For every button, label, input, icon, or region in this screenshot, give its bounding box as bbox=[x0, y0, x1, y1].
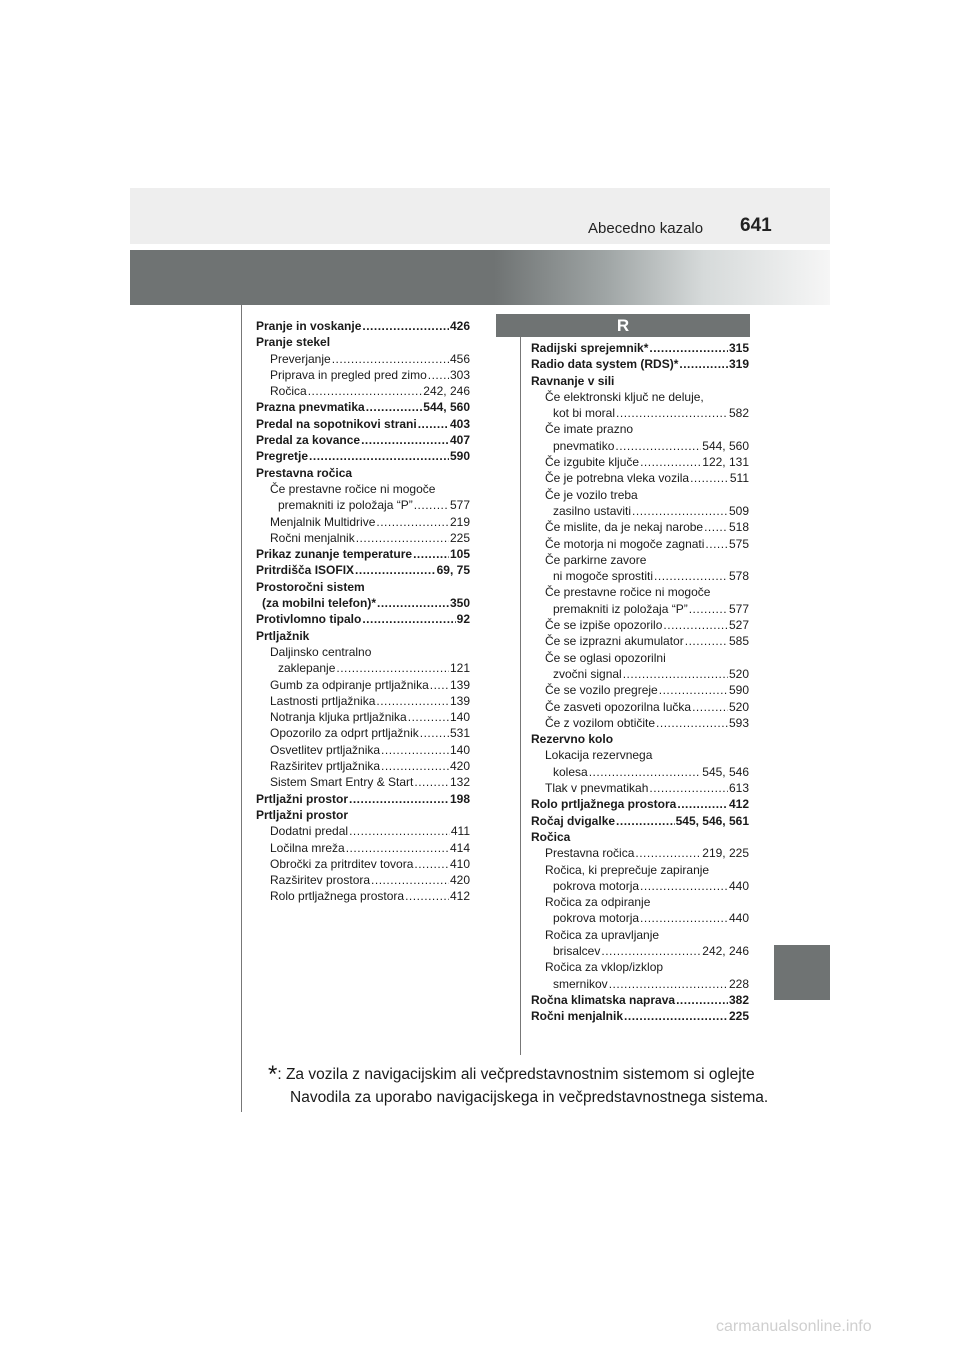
index-entry bbox=[256, 725, 470, 741]
index-entry-term: (za mobilni telefon)* bbox=[262, 596, 376, 611]
index-entry-pages: 242, 246 bbox=[702, 943, 749, 958]
index-entry-pages: 440 bbox=[728, 878, 749, 893]
index-entry bbox=[256, 497, 470, 513]
index-heading: Ročica bbox=[531, 829, 571, 844]
index-entry bbox=[256, 383, 470, 399]
index-entry-pages: 578 bbox=[728, 569, 749, 584]
dot-leader bbox=[366, 399, 423, 415]
index-entry-term: Gumb za odpiranje prtljažnika bbox=[270, 677, 429, 692]
dot-leader bbox=[689, 601, 728, 617]
index-entry-pages: 382 bbox=[728, 992, 749, 1007]
index-entry-pages: 613 bbox=[728, 781, 749, 796]
dot-leader bbox=[356, 530, 449, 546]
index-entry bbox=[256, 399, 470, 415]
index-entry-pages: 122, 131 bbox=[702, 455, 749, 470]
index-entry-pages: 219 bbox=[449, 514, 470, 529]
dot-leader bbox=[381, 742, 449, 758]
dot-leader bbox=[377, 595, 449, 611]
index-subheading: Če parkirne zavore bbox=[545, 552, 647, 567]
index-column-right bbox=[531, 340, 749, 1024]
index-heading: Prestavna ročica bbox=[256, 465, 353, 480]
index-entry-pages: 527 bbox=[728, 618, 749, 633]
index-subheading: Če je vozilo treba bbox=[545, 487, 638, 502]
index-heading: Ravnanje v sili bbox=[531, 373, 615, 388]
index-entry-pages: 225 bbox=[449, 530, 470, 545]
index-entry-term: Dodatni predal bbox=[270, 824, 349, 839]
dot-leader bbox=[420, 725, 449, 741]
index-entry-term: pnevmatiko bbox=[553, 438, 615, 453]
index-entry-term: Opozorilo za odprt prtljažnik bbox=[270, 726, 419, 741]
index-entry bbox=[531, 813, 749, 829]
footnote-line-2: Navodila za uporabo navigacijskega in večpredstavnostnega sistema. bbox=[290, 1089, 769, 1106]
index-entry bbox=[256, 660, 470, 676]
index-entry-term: Če se izprazni akumulator bbox=[545, 634, 684, 649]
dot-leader bbox=[654, 568, 728, 584]
index-entry-term: Pregretje bbox=[256, 449, 309, 464]
index-entry-pages: 412 bbox=[449, 889, 470, 904]
index-entry bbox=[531, 699, 749, 715]
dot-leader bbox=[685, 633, 728, 649]
index-entry-term: Ročna klimatska naprava bbox=[531, 992, 676, 1007]
thumb-index-tab bbox=[774, 945, 830, 1000]
index-entry bbox=[256, 318, 470, 334]
index-entry-term: Predal za kovance bbox=[256, 433, 361, 448]
dot-leader bbox=[346, 840, 449, 856]
index-entry bbox=[256, 562, 470, 578]
dot-leader bbox=[332, 351, 449, 367]
index-entry bbox=[256, 351, 470, 367]
page-number: 641 bbox=[740, 215, 772, 236]
index-entry-term: Če z vozilom obtičite bbox=[545, 715, 656, 730]
index-entry-term: Če se izpiše opozorilo bbox=[545, 618, 663, 633]
dot-leader bbox=[692, 699, 728, 715]
index-entry-pages: 198 bbox=[449, 791, 470, 806]
index-entry bbox=[531, 764, 749, 780]
index-entry-term: Ročni menjalnik bbox=[531, 1009, 624, 1024]
dot-leader bbox=[349, 791, 449, 807]
index-entry bbox=[531, 633, 749, 649]
index-entry bbox=[531, 503, 749, 519]
index-entry-pages: 69, 75 bbox=[436, 563, 470, 578]
dot-leader bbox=[413, 546, 449, 562]
index-subheading: Če imate prazno bbox=[545, 422, 634, 437]
index-entry-pages: 520 bbox=[728, 666, 749, 681]
index-heading: Pranje stekel bbox=[256, 335, 331, 350]
index-entry bbox=[531, 536, 749, 552]
dot-leader bbox=[414, 774, 449, 790]
dot-leader bbox=[309, 448, 449, 464]
dot-leader bbox=[362, 611, 455, 627]
index-heading: Prtljažnik bbox=[256, 628, 310, 643]
index-heading: Prostoročni sistem bbox=[256, 579, 365, 594]
dot-leader bbox=[405, 888, 449, 904]
index-entry-term: Rolo prtljažnega prostora bbox=[531, 797, 677, 812]
index-entry-term: Prestavna ročica bbox=[545, 846, 635, 861]
index-entry-pages: 219, 225 bbox=[702, 846, 749, 861]
index-entry bbox=[256, 872, 470, 888]
index-entry bbox=[531, 976, 749, 992]
index-entry-pages: 518 bbox=[728, 520, 749, 535]
index-entry-term: Če se vozilo pregreje bbox=[545, 683, 658, 698]
index-subheading: Če elektronski ključ ne deluje, bbox=[545, 389, 704, 404]
index-entry-term: Osvetlitev prtljažnika bbox=[270, 742, 381, 757]
index-entry-term: Lastnosti prtljažnika bbox=[270, 693, 376, 708]
index-entry bbox=[256, 856, 470, 872]
index-entry-pages: 407 bbox=[449, 433, 470, 448]
index-entry bbox=[256, 595, 470, 611]
index-entry-term: Preverjanje bbox=[270, 351, 331, 366]
dot-leader bbox=[428, 367, 449, 383]
index-column-left bbox=[256, 318, 470, 905]
index-entry-pages: 420 bbox=[449, 759, 470, 774]
dot-leader bbox=[616, 813, 675, 829]
dot-leader bbox=[408, 709, 449, 725]
index-entry-pages: 411 bbox=[450, 824, 470, 839]
index-entry bbox=[256, 888, 470, 904]
index-entry-term: Notranja kljuka prtljažnika bbox=[270, 710, 407, 725]
index-entry-pages: 440 bbox=[728, 911, 749, 926]
dot-leader bbox=[381, 758, 449, 774]
index-entry-pages: 414 bbox=[449, 840, 470, 855]
index-entry-pages: 350 bbox=[449, 596, 470, 611]
index-subheading: Če prestavne ročice ni mogoče bbox=[270, 481, 436, 496]
dot-leader bbox=[676, 992, 728, 1008]
index-entry-term: zvočni signal bbox=[553, 666, 622, 681]
index-entry bbox=[531, 682, 749, 698]
index-entry-pages: 139 bbox=[449, 677, 470, 692]
index-entry-pages: 315 bbox=[728, 341, 749, 355]
index-entry-pages: 121 bbox=[449, 661, 470, 676]
index-entry-pages: 140 bbox=[449, 710, 470, 725]
index-entry bbox=[531, 470, 749, 486]
index-entry-pages: 577 bbox=[449, 498, 470, 513]
dot-leader bbox=[336, 660, 449, 676]
index-entry-pages: 511 bbox=[729, 471, 749, 486]
dot-leader bbox=[649, 340, 728, 356]
index-entry-pages: 582 bbox=[728, 406, 749, 421]
index-entry bbox=[531, 356, 749, 372]
index-entry bbox=[256, 677, 470, 693]
dot-leader bbox=[349, 823, 450, 839]
index-entry-pages: 319 bbox=[728, 357, 749, 372]
dot-leader bbox=[640, 454, 701, 470]
index-entry-term: premakniti iz položaja “P” bbox=[278, 498, 413, 513]
index-entry bbox=[531, 601, 749, 617]
index-entry bbox=[531, 340, 749, 356]
index-entry-term: kolesa bbox=[553, 764, 588, 779]
index-entry bbox=[531, 568, 749, 584]
index-entry bbox=[531, 910, 749, 926]
index-entry-term: Če zasveti opozorilna lučka bbox=[545, 699, 692, 714]
index-entry-term: Radijski sprejemnik* bbox=[531, 341, 649, 355]
dot-leader bbox=[649, 780, 728, 796]
dot-leader bbox=[640, 878, 728, 894]
index-entry-pages: 531 bbox=[449, 726, 470, 741]
index-entry bbox=[531, 780, 749, 796]
index-entry-pages: 92 bbox=[456, 612, 470, 627]
index-entry-term: Če izgubite ključe bbox=[545, 455, 640, 470]
dot-leader bbox=[362, 318, 449, 334]
index-entry-pages: 585 bbox=[728, 634, 749, 649]
index-entry bbox=[256, 823, 470, 839]
index-entry-term: Če mislite, da je nekaj narobe bbox=[545, 520, 704, 535]
index-entry-term: premakniti iz položaja “P” bbox=[553, 601, 688, 616]
dot-leader bbox=[601, 943, 701, 959]
index-entry-pages: 575 bbox=[728, 536, 749, 551]
index-entry bbox=[531, 438, 749, 454]
index-entry-term: ni mogoče sprostiti bbox=[553, 569, 654, 584]
index-entry-term: Radio data system (RDS)* bbox=[531, 357, 679, 372]
index-subheading: Ročica za upravljanje bbox=[545, 927, 660, 942]
index-entry-term: kot bi moral bbox=[553, 406, 616, 421]
dot-leader bbox=[371, 872, 449, 888]
dot-leader bbox=[609, 976, 728, 992]
index-subheading: Če prestavne ročice ni mogoče bbox=[545, 585, 711, 600]
index-heading: Rezervno kolo bbox=[531, 732, 614, 747]
index-entry-pages: 225 bbox=[728, 1009, 749, 1024]
dot-leader bbox=[376, 693, 449, 709]
index-entry-term: Rolo prtljažnega prostora bbox=[270, 889, 405, 904]
dot-leader bbox=[705, 536, 728, 552]
index-entry-term: Pritrdišča ISOFIX bbox=[256, 563, 355, 578]
index-entry-term: Če motorja ni mogoče zagnati bbox=[545, 536, 705, 551]
index-entry bbox=[256, 693, 470, 709]
index-entry-pages: 545, 546 bbox=[702, 764, 749, 779]
dot-leader bbox=[704, 519, 728, 535]
watermark: carmanualsonline.info bbox=[716, 1318, 872, 1335]
index-entry-term: Obročki za pritrditev tovora bbox=[270, 856, 414, 871]
index-entry-pages: 426 bbox=[449, 319, 470, 333]
dot-leader bbox=[361, 432, 449, 448]
index-entry-term: brisalcev bbox=[553, 943, 601, 958]
dot-leader bbox=[679, 356, 728, 372]
index-entry-term: Ročaj dvigalke bbox=[531, 813, 616, 828]
index-entry bbox=[531, 1008, 749, 1024]
footnote-line-1: : Za vozila z navigacijskim ali večpredstavnostnim sistemom si oglejte bbox=[277, 1066, 755, 1083]
index-entry bbox=[531, 519, 749, 535]
index-entry-term: Ločilna mreža bbox=[270, 840, 345, 855]
index-entry-term: pokrova motorja bbox=[553, 878, 640, 893]
index-entry-pages: 590 bbox=[728, 683, 749, 698]
dot-leader bbox=[640, 910, 728, 926]
index-entry bbox=[256, 367, 470, 383]
index-entry-pages: 545, 546, 561 bbox=[675, 813, 749, 828]
index-entry-pages: 139 bbox=[449, 693, 470, 708]
index-entry-pages: 509 bbox=[728, 503, 749, 518]
index-subheading: Ročica za odpiranje bbox=[545, 895, 651, 910]
index-entry-pages: 242, 246 bbox=[423, 384, 470, 399]
index-entry-pages: 132 bbox=[449, 775, 470, 790]
header-band bbox=[130, 188, 830, 244]
index-entry-pages: 410 bbox=[449, 856, 470, 871]
index-subheading: Če se oglasi opozorilni bbox=[545, 650, 666, 665]
index-entry bbox=[531, 878, 749, 894]
index-entry bbox=[256, 791, 470, 807]
index-entry-term: smernikov bbox=[553, 976, 608, 991]
index-entry-term: Razširitev prtljažnika bbox=[270, 759, 381, 774]
index-entry-pages: 412 bbox=[728, 797, 749, 812]
dot-leader bbox=[430, 677, 449, 693]
index-entry-term: Prazna pnevmatika bbox=[256, 400, 365, 415]
index-entry bbox=[531, 454, 749, 470]
index-entry-pages: 520 bbox=[728, 699, 749, 714]
dot-leader bbox=[355, 562, 436, 578]
index-entry-pages: 303 bbox=[449, 367, 470, 382]
index-entry-term: Če je potrebna vleka vozila bbox=[545, 471, 690, 486]
index-entry-term: pokrova motorja bbox=[553, 911, 640, 926]
dot-leader bbox=[656, 715, 728, 731]
dot-leader bbox=[677, 796, 728, 812]
index-entry bbox=[531, 796, 749, 812]
index-entry bbox=[256, 546, 470, 562]
center-column-rule bbox=[520, 333, 521, 1055]
dot-leader bbox=[663, 617, 728, 633]
index-entry-term: Razširitev prostora bbox=[270, 873, 371, 888]
index-entry bbox=[531, 845, 749, 861]
index-entry bbox=[531, 715, 749, 731]
index-entry-term: Prikaz zunanje temperature bbox=[256, 547, 413, 562]
dot-leader bbox=[615, 438, 701, 454]
index-entry-pages: 403 bbox=[449, 416, 470, 431]
index-entry bbox=[531, 617, 749, 633]
index-subheading: Daljinsko centralno bbox=[270, 644, 372, 659]
index-heading: Prtljažni prostor bbox=[256, 807, 349, 822]
index-entry-pages: 105 bbox=[449, 547, 470, 562]
index-entry bbox=[256, 758, 470, 774]
index-subheading: Ročica, ki preprečuje zapiranje bbox=[545, 862, 710, 877]
footnote bbox=[268, 1061, 769, 1109]
index-entry-pages: 577 bbox=[728, 601, 749, 616]
index-entry-term: Tlak v pnevmatikah bbox=[545, 781, 649, 796]
index-entry-pages: 420 bbox=[449, 873, 470, 888]
index-subheading: Lokacija rezervnega bbox=[545, 748, 653, 763]
dot-leader bbox=[589, 764, 702, 780]
dot-leader bbox=[414, 497, 449, 513]
left-column-rule bbox=[241, 305, 242, 1112]
dot-leader bbox=[414, 856, 449, 872]
index-entry-pages: 544, 560 bbox=[702, 438, 749, 453]
dot-leader bbox=[308, 383, 423, 399]
index-entry bbox=[256, 432, 470, 448]
index-entry bbox=[531, 405, 749, 421]
index-entry bbox=[256, 709, 470, 725]
index-entry-term: Protivlomno tipalo bbox=[256, 612, 362, 627]
dot-leader bbox=[690, 470, 729, 486]
index-entry-pages: 228 bbox=[728, 976, 749, 991]
index-entry-term: Pranje in voskanje bbox=[256, 319, 362, 333]
index-entry bbox=[256, 416, 470, 432]
header-gradient-bar bbox=[130, 250, 830, 305]
page-section-title: Abecedno kazalo bbox=[588, 220, 704, 237]
index-entry bbox=[256, 840, 470, 856]
index-entry bbox=[256, 448, 470, 464]
footnote-marker: * bbox=[268, 1061, 278, 1088]
index-entry bbox=[256, 611, 470, 627]
index-entry-pages: 590 bbox=[449, 449, 470, 464]
index-entry-term: zaklepanje bbox=[278, 661, 336, 676]
index-entry-pages: 544, 560 bbox=[423, 400, 470, 415]
index-entry-term: Priprava in pregled pred zimo bbox=[270, 367, 427, 382]
dot-leader bbox=[623, 666, 728, 682]
index-entry-term: Ročni menjalnik bbox=[270, 530, 355, 545]
dot-leader bbox=[659, 682, 728, 698]
index-entry-term: Predal na sopotnikovi strani bbox=[256, 416, 417, 431]
index-entry-term: Menjalnik Multidrive bbox=[270, 514, 376, 529]
index-entry-pages: 593 bbox=[728, 715, 749, 730]
index-entry-term: zasilno ustaviti bbox=[553, 503, 632, 518]
index-entry-pages: 140 bbox=[449, 742, 470, 757]
index-entry-term: Ročica bbox=[270, 384, 307, 399]
index-entry bbox=[256, 742, 470, 758]
index-subheading: Ročica za vklop/izklop bbox=[545, 960, 664, 975]
index-entry bbox=[531, 943, 749, 959]
index-entry bbox=[256, 514, 470, 530]
index-entry-term: Prtljažni prostor bbox=[256, 791, 349, 806]
index-entry bbox=[256, 530, 470, 546]
section-letter-band: R bbox=[496, 314, 750, 337]
dot-leader bbox=[616, 405, 728, 421]
index-entry bbox=[256, 774, 470, 790]
index-entry bbox=[531, 666, 749, 682]
index-entry-term: Sistem Smart Entry & Start bbox=[270, 775, 414, 790]
index-entry bbox=[531, 992, 749, 1008]
dot-leader bbox=[632, 503, 728, 519]
dot-leader bbox=[624, 1008, 728, 1024]
index-entry-pages: 456 bbox=[449, 351, 470, 366]
dot-leader bbox=[376, 514, 449, 530]
dot-leader bbox=[635, 845, 701, 861]
dot-leader bbox=[418, 416, 449, 432]
